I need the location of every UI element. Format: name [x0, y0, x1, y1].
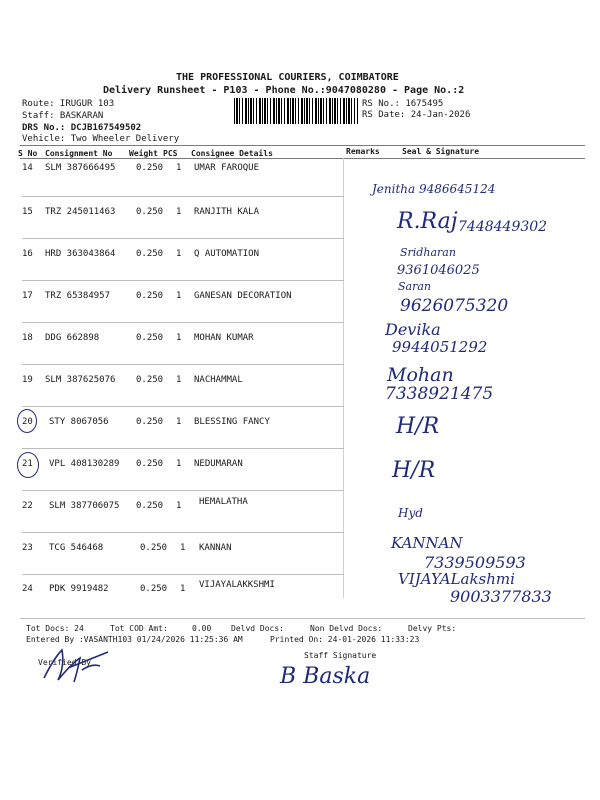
row-consignment: SLM 387625076: [45, 375, 116, 385]
row-pcs: 1: [176, 291, 182, 301]
row-pcs: 1: [176, 163, 182, 173]
handwritten-signature: Hyd: [398, 506, 423, 520]
row-consignee: VIJAYALAKKSHMI: [199, 580, 275, 590]
non-delvd-docs: Non Delvd Docs:: [310, 624, 383, 633]
row-divider: [22, 490, 344, 491]
tot-docs: Tot Docs: 24: [26, 624, 84, 633]
handwritten-phone: 7338921475: [385, 384, 494, 404]
row-consignee: NACHAMMAL: [194, 375, 243, 385]
handwritten-remark: H/R: [396, 414, 440, 439]
handwritten-signature: Mohan: [387, 364, 454, 386]
row-consignee: Q AUTOMATION: [194, 249, 260, 259]
row-pcs: 1: [176, 375, 182, 385]
row-sno: 16: [22, 249, 33, 259]
pen-circle-mark: [17, 409, 37, 433]
company-title: THE PROFESSIONAL COURIERS, COIMBATORE: [176, 72, 399, 83]
row-pcs: 1: [176, 249, 182, 259]
header-bottom-rule: [20, 158, 585, 159]
row-consignment: VPL 408130289: [49, 459, 120, 469]
printed-on: Printed On: 24-01-2026 11:33:23: [270, 635, 420, 644]
row-divider: [22, 196, 344, 197]
row-consignment: PDK 9919482: [49, 584, 109, 594]
col-pcs: PCS: [163, 149, 178, 158]
row-divider: [22, 322, 344, 323]
verified-signature-scribble: [38, 640, 118, 686]
row-consignee: NEDUMARAN: [194, 459, 243, 469]
delvd-docs: Delvd Docs:: [231, 624, 284, 633]
row-pcs: 1: [180, 543, 186, 553]
handwritten-signature: VIJAYALakshmi: [398, 570, 515, 588]
row-consignment: SLM 387706075: [49, 501, 120, 511]
row-sno: 19: [22, 375, 33, 385]
delvy-pts: Delvy Pts:: [408, 624, 457, 633]
row-sno: 14: [22, 163, 33, 173]
row-divider: [22, 364, 344, 365]
row-sno: 17: [22, 291, 33, 301]
row-sno: 22: [22, 501, 33, 511]
row-weight: 0.250: [136, 207, 164, 217]
row-pcs: 1: [180, 584, 186, 594]
handwritten-phone: 9944051292: [392, 338, 488, 356]
row-sno: 23: [22, 543, 33, 553]
staff-signature: B Baska: [280, 664, 371, 689]
row-consignee: HEMALATHA: [199, 497, 248, 507]
row-consignment: SLM 387666495: [45, 163, 116, 173]
pen-circle-mark: [17, 452, 39, 478]
row-pcs: 1: [176, 417, 182, 427]
row-sno: 20: [22, 417, 33, 427]
row-pcs: 1: [176, 333, 182, 343]
col-consignee: Consignee Details: [191, 149, 273, 158]
row-weight: 0.250: [136, 163, 164, 173]
handwritten-signature: Sridharan: [400, 246, 456, 259]
row-pcs: 1: [176, 459, 182, 469]
row-consignment: TRZ 245011463: [45, 207, 116, 217]
row-consignee: BLESSING FANCY: [194, 417, 270, 427]
vehicle-label: Vehicle: Two Wheeler Delivery: [22, 134, 180, 144]
row-weight: 0.250: [136, 333, 164, 343]
row-sno: 18: [22, 333, 33, 343]
verified-by-label: Verified By: [38, 658, 91, 667]
row-pcs: 1: [176, 501, 182, 511]
cod-value: 0.00: [192, 624, 212, 633]
rs-date-label: RS Date: 24-Jan-2026: [362, 110, 471, 120]
row-weight: 0.250: [136, 291, 164, 301]
row-consignee: KANNAN: [199, 543, 232, 553]
row-divider: [22, 448, 344, 449]
row-consignment: STY 8067056: [49, 417, 109, 427]
rs-no-label: RS No.: 1675495: [362, 99, 444, 109]
row-weight: 0.250: [140, 543, 168, 553]
handwritten-signature: KANNAN: [391, 534, 463, 552]
row-sno: 21: [22, 459, 33, 469]
row-consignment: HRD 363043864: [45, 249, 116, 259]
handwritten-phone: 9361046025: [397, 263, 480, 278]
row-consignee: UMAR FAROQUE: [194, 163, 260, 173]
drs-label: DRS No.: DCJB167549502: [22, 123, 142, 133]
row-divider: [22, 574, 344, 575]
handwritten-phone: 9003377833: [450, 587, 552, 606]
barcode-image: [234, 98, 358, 124]
handwritten-remark: H/R: [392, 458, 436, 483]
row-divider: [22, 406, 344, 407]
col-consignment: Consignment No: [45, 149, 113, 158]
entered-by: Entered By :VASANTH103 01/24/2026 11:25:36 AM: [26, 635, 243, 644]
tot-cod: Tot COD Amt:: [110, 624, 168, 633]
handwritten-phone: 7448449302: [458, 219, 548, 235]
col-remarks: Remarks: [346, 147, 380, 156]
handwritten-signature: Jenitha 9486645124: [372, 182, 496, 196]
row-consignment: TRZ 65384957: [45, 291, 111, 301]
row-divider: [22, 532, 344, 533]
col-seal: Seal & Signature: [402, 147, 480, 156]
row-divider: [22, 238, 344, 239]
row-weight: 0.250: [136, 501, 164, 511]
footer-rule: [20, 618, 585, 619]
row-weight: 0.250: [136, 375, 164, 385]
handwritten-phone: 7339509593: [424, 553, 526, 572]
row-sno: 24: [22, 584, 33, 594]
col-weight: Weight: [129, 149, 158, 158]
handwritten-signature: R.Raj: [397, 209, 458, 234]
staff-label: Staff: BASKARAN: [22, 111, 104, 121]
route-label: Route: IRUGUR 103: [22, 99, 115, 109]
runsheet-title: Delivery Runsheet - P103 - Phone No.:9047080280 - Page No.:2: [103, 85, 465, 96]
row-consignment: TCG 546468: [49, 543, 104, 553]
row-consignee: GANESAN DECORATION: [194, 291, 292, 301]
header-top-rule: [20, 145, 585, 146]
staff-signature-label: Staff Signature: [304, 651, 377, 660]
col-sno: S No: [18, 149, 38, 158]
row-pcs: 1: [176, 207, 182, 217]
row-weight: 0.250: [136, 459, 164, 469]
row-consignee: MOHAN KUMAR: [194, 333, 254, 343]
row-weight: 0.250: [136, 249, 164, 259]
row-sno: 15: [22, 207, 33, 217]
handwritten-signature: Saran: [398, 280, 431, 293]
row-weight: 0.250: [140, 584, 168, 594]
row-weight: 0.250: [136, 417, 164, 427]
handwritten-phone: 9626075320: [400, 296, 509, 316]
row-consignment: DDG 662898: [45, 333, 100, 343]
row-divider: [22, 280, 344, 281]
handwritten-signature: Devika: [385, 320, 441, 339]
row-consignee: RANJITH KALA: [194, 207, 260, 217]
